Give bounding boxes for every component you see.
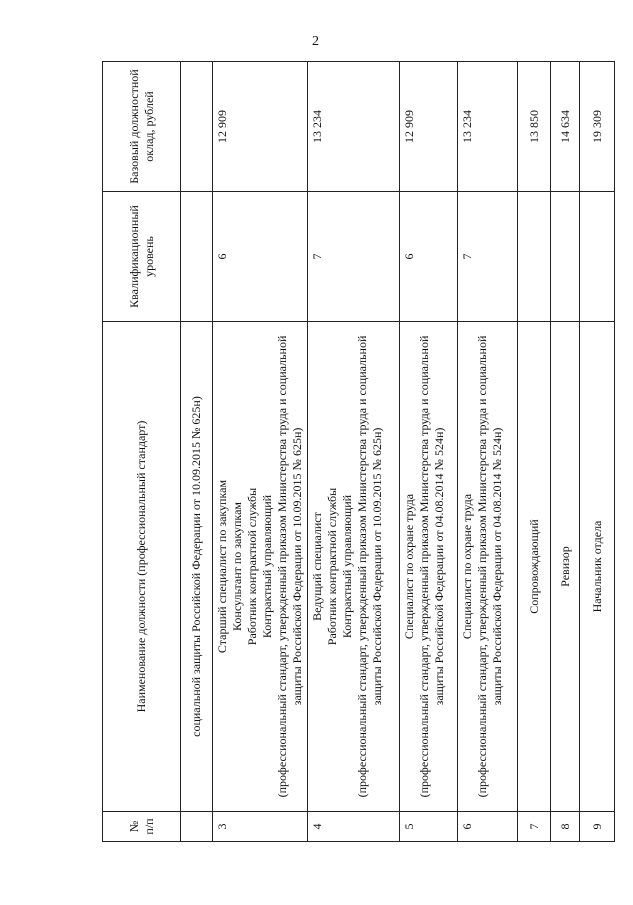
row-0-salary bbox=[181, 62, 213, 192]
row-5-name: Сопровождающий bbox=[518, 322, 551, 812]
row-4-salary: 13 234 bbox=[458, 62, 518, 192]
row-1-level: 6 bbox=[213, 192, 308, 322]
row-2-no: 4 bbox=[308, 812, 400, 842]
row-1-salary: 12 909 bbox=[213, 62, 308, 192]
header-level: Квалификационный уровень bbox=[103, 192, 181, 322]
row-0-no bbox=[181, 812, 213, 842]
row-7-no: 9 bbox=[580, 812, 615, 842]
row-0-name: социальной защиты Российской Федерации от 10.09.2015 № 625н) bbox=[181, 322, 213, 812]
row-6-salary: 14 634 bbox=[551, 62, 580, 192]
row-1-no: 3 bbox=[213, 812, 308, 842]
row-4-name: Специалист по охране труда (профессиональный стандарт, утвержденный приказом Министерства труда и социальной защиты Российской Федерации от 04.08.2014 № 524н) bbox=[458, 322, 518, 812]
row-2-salary: 13 234 bbox=[308, 62, 400, 192]
row-1-name: Старший специалист по закупкам Консультант по закупкам Работник контрактной службы Контрактный управляющий (профессиональный стандарт, утвержденный приказом Министерства труда и социальной защиты Российской Федерации от 10.09.2015 № 625н) bbox=[213, 322, 308, 812]
header-name: Наименование должности (профессиональный стандарт) bbox=[103, 322, 181, 812]
row-0-level bbox=[181, 192, 213, 322]
row-3-name: Специалист по охране труда (профессиональный стандарт, утвержденный приказом Министерства труда и социальной защиты Российской Федерации от 04.08.2014 № 524н) bbox=[400, 322, 458, 812]
row-3-salary: 12 909 bbox=[400, 62, 458, 192]
page-number: 2 bbox=[312, 34, 319, 49]
row-7-salary: 19 309 bbox=[580, 62, 615, 192]
row-6-level bbox=[551, 192, 580, 322]
row-5-salary: 13 850 bbox=[518, 62, 551, 192]
row-4-level: 7 bbox=[458, 192, 518, 322]
header-no: № п/п bbox=[103, 812, 181, 842]
row-2-level: 7 bbox=[308, 192, 400, 322]
row-3-level: 6 bbox=[400, 192, 458, 322]
salary-table bbox=[102, 61, 615, 842]
row-3-no: 5 bbox=[400, 812, 458, 842]
row-5-level bbox=[518, 192, 551, 322]
header-salary: Базовый должностной оклад, рублей bbox=[103, 62, 181, 192]
row-5-no: 7 bbox=[518, 812, 551, 842]
rotated-page bbox=[102, 62, 609, 842]
row-7-level bbox=[580, 192, 615, 322]
row-7-name: Начальник отдела bbox=[580, 322, 615, 812]
row-2-name: Ведущий специалист Работник контрактной службы Контрактный управляющий (профессиональный стандарт, утвержденный приказом Министерства труда и социальной защиты Российской Федерации от 10.09.2015 № 625н) bbox=[308, 322, 400, 812]
row-6-no: 8 bbox=[551, 812, 580, 842]
row-6-name: Ревизор bbox=[551, 322, 580, 812]
row-4-no: 6 bbox=[458, 812, 518, 842]
